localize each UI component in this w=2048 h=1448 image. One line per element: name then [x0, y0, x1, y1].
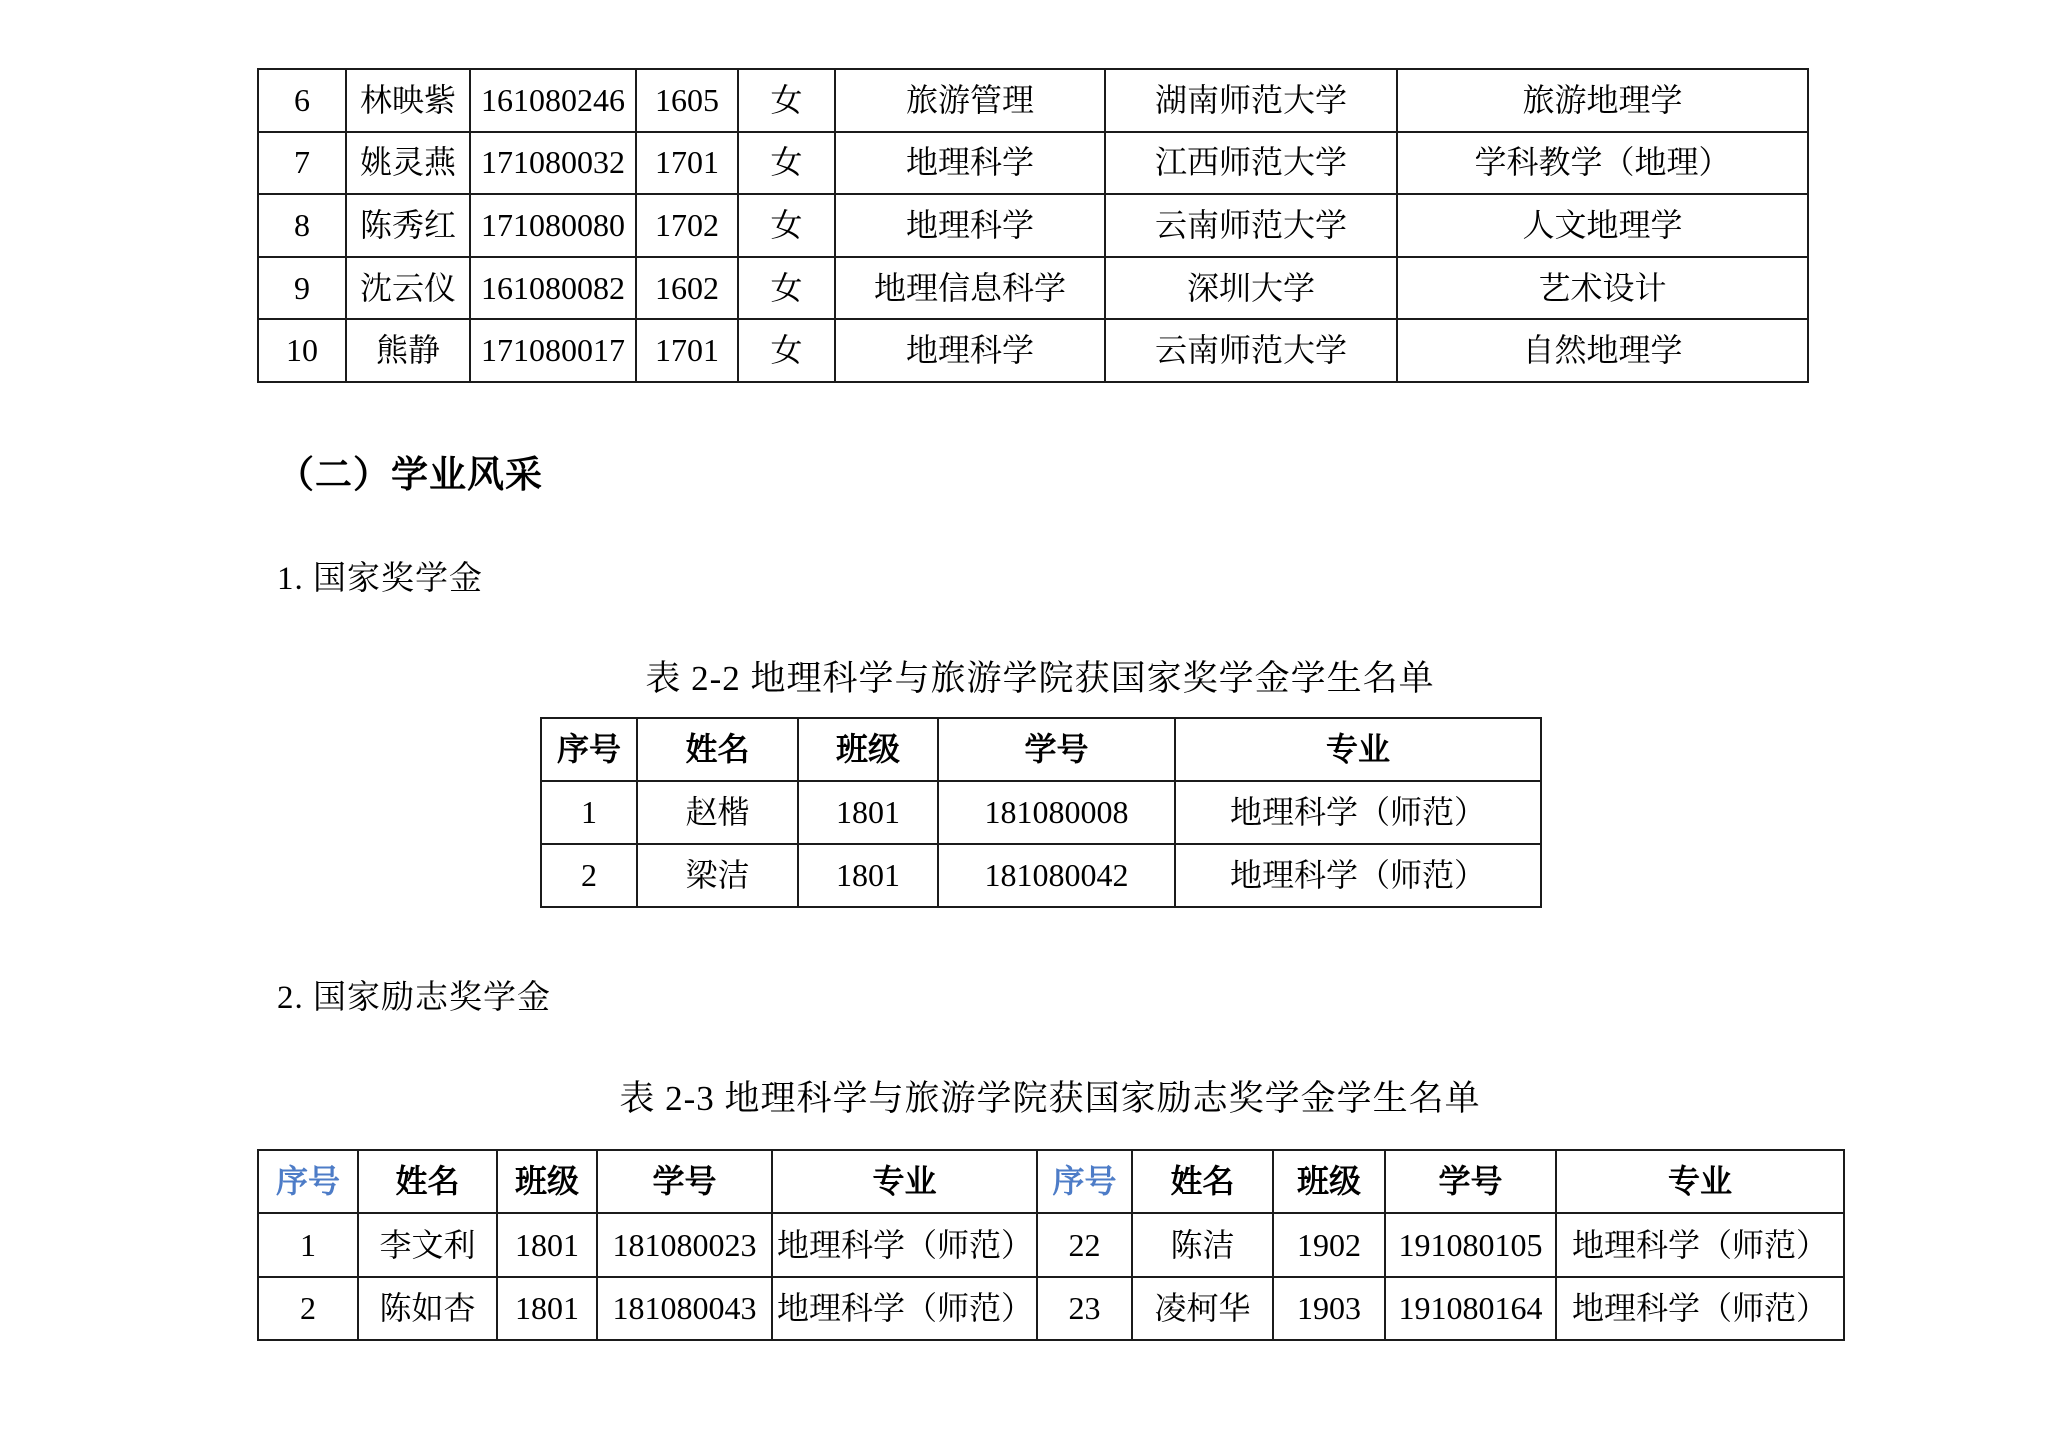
table-cell: 1903	[1273, 1277, 1385, 1340]
table-cell: 181080043	[597, 1277, 772, 1340]
table-2-2-caption: 表 2-2 地理科学与旅游学院获国家奖学金学生名单	[645, 659, 1435, 698]
table-cell: 22	[1037, 1213, 1132, 1276]
table-cell: 191080105	[1385, 1213, 1556, 1276]
column-header: 专业	[772, 1150, 1037, 1213]
table-cell: 1	[541, 781, 637, 844]
table-row	[258, 257, 1808, 320]
table-cell: 171080032	[470, 132, 636, 195]
column-header: 姓名	[637, 718, 798, 781]
table-cell: 1602	[636, 257, 738, 320]
column-header: 序号	[258, 1150, 358, 1213]
table-cell: 林映紫	[346, 69, 470, 132]
table-row	[258, 132, 1808, 195]
table-cell: 1801	[798, 781, 938, 844]
column-header: 班级	[798, 718, 938, 781]
table-row	[258, 69, 1808, 132]
table-cell: 191080164	[1385, 1277, 1556, 1340]
column-header: 学号	[1385, 1150, 1556, 1213]
table-cell: 女	[738, 194, 835, 257]
section-heading: （二）学业风采	[277, 455, 543, 496]
column-header: 学号	[597, 1150, 772, 1213]
table-header-row	[541, 718, 1541, 781]
table-cell: 161080082	[470, 257, 636, 320]
table-row	[258, 319, 1808, 382]
table-cell: 1701	[636, 132, 738, 195]
table-row	[258, 194, 1808, 257]
table-cell: 女	[738, 319, 835, 382]
table-cell: 人文地理学	[1397, 194, 1808, 257]
column-header: 序号	[541, 718, 637, 781]
table-cell: 地理科学（师范）	[1175, 844, 1541, 907]
table-cell: 艺术设计	[1397, 257, 1808, 320]
table-cell: 9	[258, 257, 346, 320]
table-cell: 女	[738, 132, 835, 195]
table-cell: 李文利	[358, 1213, 497, 1276]
column-header: 姓名	[1132, 1150, 1273, 1213]
table-cell: 181080023	[597, 1213, 772, 1276]
table-cell: 学科教学（地理）	[1397, 132, 1808, 195]
column-header: 学号	[938, 718, 1175, 781]
table-cell: 171080080	[470, 194, 636, 257]
encouragement-scholarship-table	[257, 1149, 1845, 1341]
table-cell: 1801	[798, 844, 938, 907]
list-item-encouragement-scholarship: 2. 国家励志奖学金	[277, 980, 551, 1016]
table-cell: 地理科学（师范）	[1175, 781, 1541, 844]
table-cell: 1605	[636, 69, 738, 132]
table-cell: 1902	[1273, 1213, 1385, 1276]
continued-roster-table	[257, 68, 1809, 383]
table-cell: 1702	[636, 194, 738, 257]
table-2-3-caption: 表 2-3 地理科学与旅游学院获国家励志奖学金学生名单	[619, 1079, 1481, 1118]
national-scholarship-table	[540, 717, 1542, 908]
table-cell: 旅游地理学	[1397, 69, 1808, 132]
table-cell: 地理科学（师范）	[772, 1277, 1037, 1340]
table-cell: 1	[258, 1213, 358, 1276]
table-cell: 深圳大学	[1105, 257, 1397, 320]
table-cell: 1701	[636, 319, 738, 382]
table-cell: 地理科学（师范）	[772, 1213, 1037, 1276]
table-cell: 江西师范大学	[1105, 132, 1397, 195]
table-cell: 女	[738, 257, 835, 320]
table-cell: 熊静	[346, 319, 470, 382]
table-row	[258, 1213, 1844, 1276]
table-cell: 1801	[497, 1277, 597, 1340]
table-cell: 凌柯华	[1132, 1277, 1273, 1340]
list-item-national-scholarship: 1. 国家奖学金	[277, 561, 483, 597]
table-cell: 地理科学（师范）	[1556, 1213, 1844, 1276]
table-cell: 梁洁	[637, 844, 798, 907]
table-cell: 陈洁	[1132, 1213, 1273, 1276]
table-cell: 女	[738, 69, 835, 132]
column-header: 专业	[1556, 1150, 1844, 1213]
table-cell: 云南师范大学	[1105, 319, 1397, 382]
table-cell: 地理科学	[835, 319, 1105, 382]
table-cell: 地理科学	[835, 132, 1105, 195]
table-cell: 云南师范大学	[1105, 194, 1397, 257]
table-cell: 沈云仪	[346, 257, 470, 320]
table-cell: 6	[258, 69, 346, 132]
column-header: 班级	[1273, 1150, 1385, 1213]
table-cell: 地理科学	[835, 194, 1105, 257]
column-header: 序号	[1037, 1150, 1132, 1213]
table-row	[258, 1277, 1844, 1340]
table-row	[541, 844, 1541, 907]
table-cell: 7	[258, 132, 346, 195]
table-cell: 湖南师范大学	[1105, 69, 1397, 132]
table-cell: 181080042	[938, 844, 1175, 907]
table-cell: 地理信息科学	[835, 257, 1105, 320]
column-header: 姓名	[358, 1150, 497, 1213]
table-row	[541, 781, 1541, 844]
table-cell: 陈如杏	[358, 1277, 497, 1340]
column-header: 专业	[1175, 718, 1541, 781]
table-cell: 1801	[497, 1213, 597, 1276]
table-cell: 10	[258, 319, 346, 382]
table-cell: 161080246	[470, 69, 636, 132]
table-cell: 旅游管理	[835, 69, 1105, 132]
table-cell: 2	[541, 844, 637, 907]
column-header: 班级	[497, 1150, 597, 1213]
table-cell: 地理科学（师范）	[1556, 1277, 1844, 1340]
table-header-row	[258, 1150, 1844, 1213]
table-cell: 陈秀红	[346, 194, 470, 257]
table-cell: 23	[1037, 1277, 1132, 1340]
table-cell: 2	[258, 1277, 358, 1340]
table-cell: 姚灵燕	[346, 132, 470, 195]
table-cell: 181080008	[938, 781, 1175, 844]
table-cell: 171080017	[470, 319, 636, 382]
table-cell: 赵楷	[637, 781, 798, 844]
table-cell: 8	[258, 194, 346, 257]
table-cell: 自然地理学	[1397, 319, 1808, 382]
